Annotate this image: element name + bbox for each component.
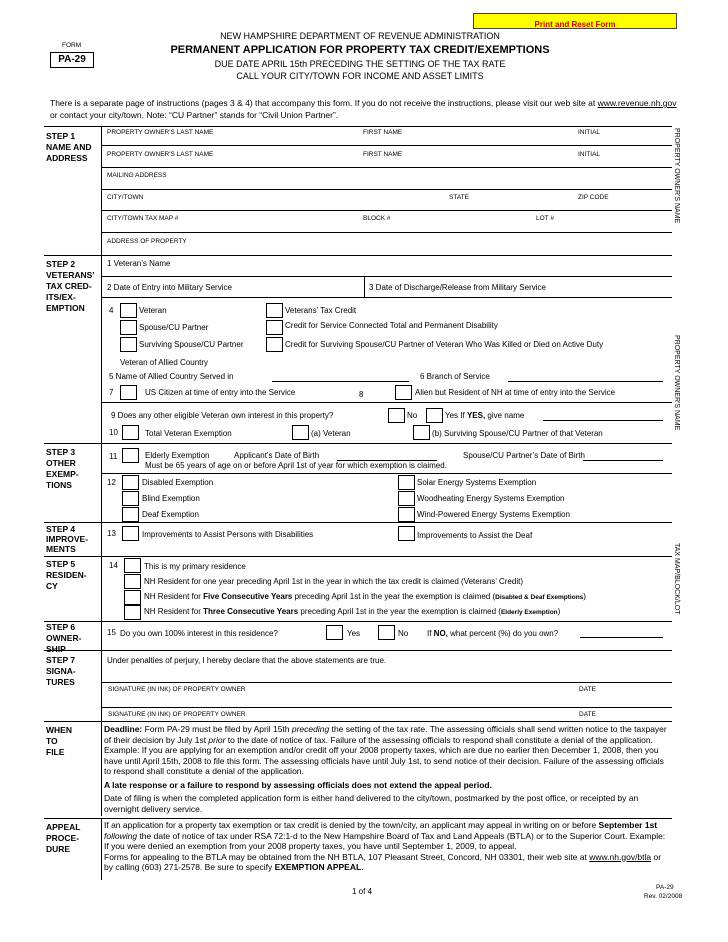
print-reset-button[interactable] [473,13,677,29]
print-reset-label: Print and Reset Form [534,20,616,29]
rule-q2-divider [364,276,365,297]
rule-when-top [44,721,672,722]
checkbox-us-citizen[interactable] [120,385,137,400]
rule-q1 [101,276,672,277]
step1-label: STEP 1 NAME AND ADDRESS [46,131,92,163]
10a-veteran-label: (a) Veteran [311,429,351,438]
woodheating-label: Woodheating Energy Systems Exemption [417,494,565,503]
tax-map-label: CITY/TOWN TAX MAP # [107,215,179,222]
percent-post: what percent (%) do you own? [447,629,559,638]
applicant-dob-label: Applicant’s Date of Birth [234,451,320,460]
rule-q7 [101,402,672,403]
rule-owner2 [101,167,672,168]
10b-surviving-label: (b) Surviving Spouse/CU Partner of that Veteran [432,429,603,438]
spouse-cu-label: Spouse/CU Partner [139,323,209,332]
rule-left-column [101,126,102,816]
rule-sig-mid [101,707,672,708]
q4-number: 4 [109,306,114,315]
appeal-sept: September 1st [598,820,658,830]
q11-number: 11 [109,452,118,461]
three-mid: preceding April 1st in the year the exemption is claimed ( [298,607,501,616]
veteran-option-label: Veteran [139,306,167,315]
signature-label-1: SIGNATURE (IN INK) OF PROPERTY OWNER [108,686,246,693]
appeal-p2c: . [361,862,364,872]
block-label: BLOCK # [363,215,391,222]
allied-country-served-label: 5 Name of Allied Country Served in [109,372,234,381]
checkbox-five-years[interactable] [124,590,141,605]
wind-label: Wind-Powered Energy Systems Exemption [417,510,570,519]
improve-disabilities-label: Improvements to Assist Persons with Disabilities [142,530,314,539]
elderly-label: Elderly Exemption [145,451,210,460]
allied-country-input[interactable] [272,381,409,382]
q9-yes-label [445,411,524,420]
side-label-owner-2: PROPERTY OWNER'S NAME [673,335,680,431]
deadline-a: Form PA-29 must be filed by April 15th [142,724,292,734]
disabled-label: Disabled Exemption [142,478,214,487]
owner-last-name-label-2: PROPERTY OWNER'S LAST NAME [107,151,214,158]
city-label: CITY/TOWN [107,194,144,201]
due-date-line: DUE DATE APRIL 15th PRECEDING THE SETTING OF THE TAX RATE [214,59,506,69]
rule-q11 [101,473,672,474]
five-years-label [144,592,586,601]
branch-service-input[interactable] [508,381,663,382]
appeal-p2b: or by calling (603) 271-2578. Be sure to specify [104,851,662,872]
three-small: Elderly Exemption [500,609,558,616]
deadline-preceding: preceding [291,724,330,734]
blind-label: Blind Exemption [142,494,200,503]
checkbox-disabled[interactable] [122,475,139,490]
elderly-age-note: Must be 65 years of age on or before April 1st of year for which exemption is claimed. [145,461,447,470]
q8-number: 8 [359,390,364,399]
intro-line2: or contact your city/town. Note: “CU Partner” stands for “Civil Union Partner”. [50,110,339,120]
checkbox-blind[interactable] [122,491,139,506]
checkbox-q15-yes[interactable] [326,625,343,640]
checkbox-veterans-tax-credit[interactable] [266,303,283,318]
alien-resident-label: Alien but Resident of NH at time of entry into the Service [415,388,616,397]
checkbox-woodheating[interactable] [398,491,415,506]
checkbox-improve-disabilities[interactable] [122,526,139,541]
checkbox-surviving-spouse[interactable] [120,337,137,352]
step7-label: STEP 7 SIGNA- TURES [46,655,76,687]
checkbox-wind[interactable] [398,507,415,522]
step2-label: STEP 2 VETERANS’ TAX CRED- ITS/EX- EMPTION [46,259,95,313]
owner-last-name-label-1: PROPERTY OWNER'S LAST NAME [107,129,214,136]
checkbox-spouse-cu[interactable] [120,320,137,335]
percent-own-label [427,629,558,638]
first-name-label-1: FIRST NAME [363,129,403,136]
appeal-p2a: Forms for appealing to the BTLA may be obtained from the NH BTLA, 107 Pleasant Street, Concord, NH 03301, their web site at [104,851,590,862]
deadline-b: the setting of the tax rate. The assessing officials shall send written notice to the taxpayer of their decision by July 1st [104,724,667,745]
surviving-spouse-label: Surviving Spouse/CU Partner [139,340,244,349]
deadline-paragraph [104,724,672,814]
footer-form-number: PA-29 [656,884,674,891]
rule-step4-top [44,522,672,523]
checkbox-one-year[interactable] [124,574,141,589]
q9-no-label: No [407,411,418,420]
q15-no-label: No [398,629,409,638]
credit-connected-label: Credit for Service Connected Total and Permanent Disability [285,321,498,330]
rule-step2-top [44,255,672,256]
five-end: ) [583,592,586,601]
form-label: FORM [62,42,82,49]
three-years-label [144,607,560,616]
checkbox-10a-veteran[interactable] [292,425,309,440]
dept-name: NEW HAMPSHIRE DEPARTMENT OF REVENUE ADMINISTRATION [220,31,500,41]
state-label: STATE [449,194,469,201]
deadline-bold: Deadline: [104,724,143,734]
other-veteran-question: 9 Does any other eligible Veteran own interest in this property? [111,411,334,420]
checkbox-three-years[interactable] [124,605,141,620]
checkbox-q9-no[interactable] [388,408,405,423]
own-100-question: Do you own 100% interest in this residence? [120,629,278,638]
deadline-c: to the date of notice of tax. Failure of the assessing officials to respond shall constitute a denial of the application. Example: If you are applying for an exemption and/or credit off your 2008 property taxes, which are due no earlier then December 1, 2008, then you have until April 15th, 2008 to file this form. The assessing officials have until July 1st, to send notice of their decision. Failure of the assessing officials to respond shall constitute a denial of the application. [104,734,664,776]
initial-label-1: INITIAL [578,129,601,136]
percent-no-bold: NO, [433,629,448,638]
rule-mailing [101,189,672,190]
q14-number: 14 [109,561,118,570]
initial-label-2: INITIAL [578,151,601,158]
late-response-note: A late response or a failure to respond by assessing officials does not extend the appeal period. [104,779,492,790]
intro-text [50,97,686,121]
rule-step7-top [44,650,672,651]
intro-line1: There is a separate page of instructions (pages 3 & 4) that accompany this form. If you do not receive the instructions, please visit our web site at [50,98,596,108]
rule-step6-top [44,621,672,622]
step5-label: STEP 5 RESIDEN- CY [46,559,87,591]
branch-service-label: 6 Branch of Service [420,372,490,381]
rule-appeal-top [44,818,672,819]
rule-step1-top [44,126,672,127]
side-label-owner-1: PROPERTY OWNER'S NAME [673,128,680,224]
spouse-dob-label: Spouse/CU Partner’s Date of Birth [463,451,585,460]
revenue-website-link[interactable]: www.revenue.nh.gov [597,98,677,108]
form-number: PA-29 [58,54,86,65]
btla-website-link[interactable]: www.nh.gov/btla [589,851,652,862]
appeal-exemption-bold: EXEMPTION APPEAL [274,862,362,872]
rule-q2 [101,297,672,298]
checkbox-q15-no[interactable] [378,625,395,640]
percent-if: If [427,629,434,638]
form-number-box [50,52,94,68]
checkbox-credit-surviving[interactable] [266,337,283,352]
checkbox-alien-resident[interactable] [395,385,412,400]
appeal-procedure-label: APPEAL PROCE- DURE [46,822,81,854]
checkbox-solar[interactable] [398,475,415,490]
q13-number: 13 [107,529,116,538]
checkbox-total-exemption[interactable] [122,425,139,440]
percent-own-input[interactable] [580,637,663,638]
three-end: ) [557,607,561,616]
improve-deaf-label: Improvements to Assist the Deaf [417,531,533,540]
rule-step3-top [44,443,672,444]
perjury-declaration: Under penalties of perjury, I hereby declare that the above statements are true. [107,656,387,665]
checkbox-10b-surviving[interactable] [413,425,430,440]
five-mid: preceding April 1st in the year the exemption is claimed ( [292,592,496,601]
mailing-address-label: MAILING ADDRESS [107,172,167,179]
five-small: Disabled & Deaf Exemptions [495,594,584,601]
spouse-dob-input[interactable] [583,460,663,461]
allied-country-label: Veteran of Allied Country [120,358,209,367]
rule-city [101,210,672,211]
rule-taxmap [101,232,672,233]
filing-date-note: Date of filing is when the completed application form is either hand delivered to the city/town, postmarked by the post office, or receipted by an overnight delivery service. [104,793,639,814]
deadline-prior: prior [208,734,226,745]
q15-yes-label: Yes [347,629,361,638]
rule-owner1 [101,145,672,146]
rule-step5-top [44,556,672,557]
zip-label: ZIP CODE [578,194,609,201]
solar-label: Solar Energy Systems Exemption [417,478,537,487]
credit-surviving-label: Credit for Surviving Spouse/CU Partner of Veteran Who Was Killed or Died on Active Duty [285,340,604,349]
q7-number: 7 [109,388,114,397]
q9-yes-suffix: give name [485,411,525,420]
date-label-2: DATE [579,711,596,718]
page-number: 1 of 4 [352,887,373,896]
five-pre: NH Resident for [144,592,204,601]
footer-revision: Rev. 02/2008 [644,893,683,900]
primary-residence-label: This is my primary residence [144,562,246,571]
checkbox-credit-connected[interactable] [266,320,283,335]
call-line: CALL YOUR CITY/TOWN FOR INCOME AND ASSET LIMITS [236,71,484,81]
q9-yes-prefix: Yes If [445,411,467,420]
checkbox-veteran[interactable] [120,303,137,318]
rule-appeal-column [101,818,102,880]
first-name-label-2: FIRST NAME [363,151,403,158]
checkbox-q9-yes[interactable] [426,408,443,423]
appeal-following: following [104,830,138,841]
total-exemption-label: Total Veteran Exemption [145,429,232,438]
deaf-label: Deaf Exemption [142,510,199,519]
step4-label: STEP 4 IMPROVE- MENTS [46,524,89,554]
appeal-p1a: If an application for a property tax exemption or tax credit is denied by the town/city, an applicant may appeal in writing on or before [104,820,599,830]
q15-number: 15 [107,628,116,637]
q12-number: 12 [107,478,116,487]
checkbox-improve-deaf[interactable] [398,526,415,541]
checkbox-deaf[interactable] [122,507,139,522]
side-label-taxmap: TAX MAP/BLOCK/LOT [673,543,680,615]
checkbox-elderly[interactable] [122,448,139,463]
five-bold: Five Consecutive Years [203,592,293,601]
when-to-file-label: WHEN TO FILE [46,725,72,757]
checkbox-primary-residence[interactable] [124,558,141,573]
lot-label: LOT # [536,215,554,222]
us-citizen-label: US Citizen at time of entry into the Service [145,388,296,397]
form-title: PERMANENT APPLICATION FOR PROPERTY TAX CREDIT/EXEMPTIONS [170,44,550,56]
one-year-label: NH Resident for one year preceding April 1st in the year in which the tax credit is claimed (Veterans’ Credit) [144,577,523,586]
appeal-paragraph [104,820,672,873]
step6-label: STEP 6 OWNER- SHIP [46,622,82,654]
q9-yes-bold: YES, [466,411,486,420]
property-address-label: ADDRESS OF PROPERTY [107,238,187,245]
appeal-p1e: the date of notice of tax under RSA 72:1-d to the New Hampshire Board of Tax and Land Appeals (BTLA) or to the Superior Court. Example: If you were denied an exemption from your 2008 property taxes, you have until September 1, 2009, to appeal. [104,830,666,851]
veterans-tax-credit-label: Veterans’ Tax Credit [285,306,357,315]
date-label-1: DATE [579,686,596,693]
three-bold: Three Consecutive Years [203,607,299,616]
entry-date-label: 2 Date of Entry into Military Service [107,283,232,292]
other-veteran-name-input[interactable] [543,420,663,421]
three-pre: NH Resident for [144,607,204,616]
veteran-name-label: 1 Veteran’s Name [107,259,171,268]
step3-label: STEP 3 OTHER EXEMP- TIONS [46,447,79,490]
discharge-date-label: 3 Date of Discharge/Release from Military Service [369,283,546,292]
signature-label-2: SIGNATURE (IN INK) OF PROPERTY OWNER [108,711,246,718]
rule-sig-top [101,682,672,683]
q10-number: 10 [109,428,118,437]
